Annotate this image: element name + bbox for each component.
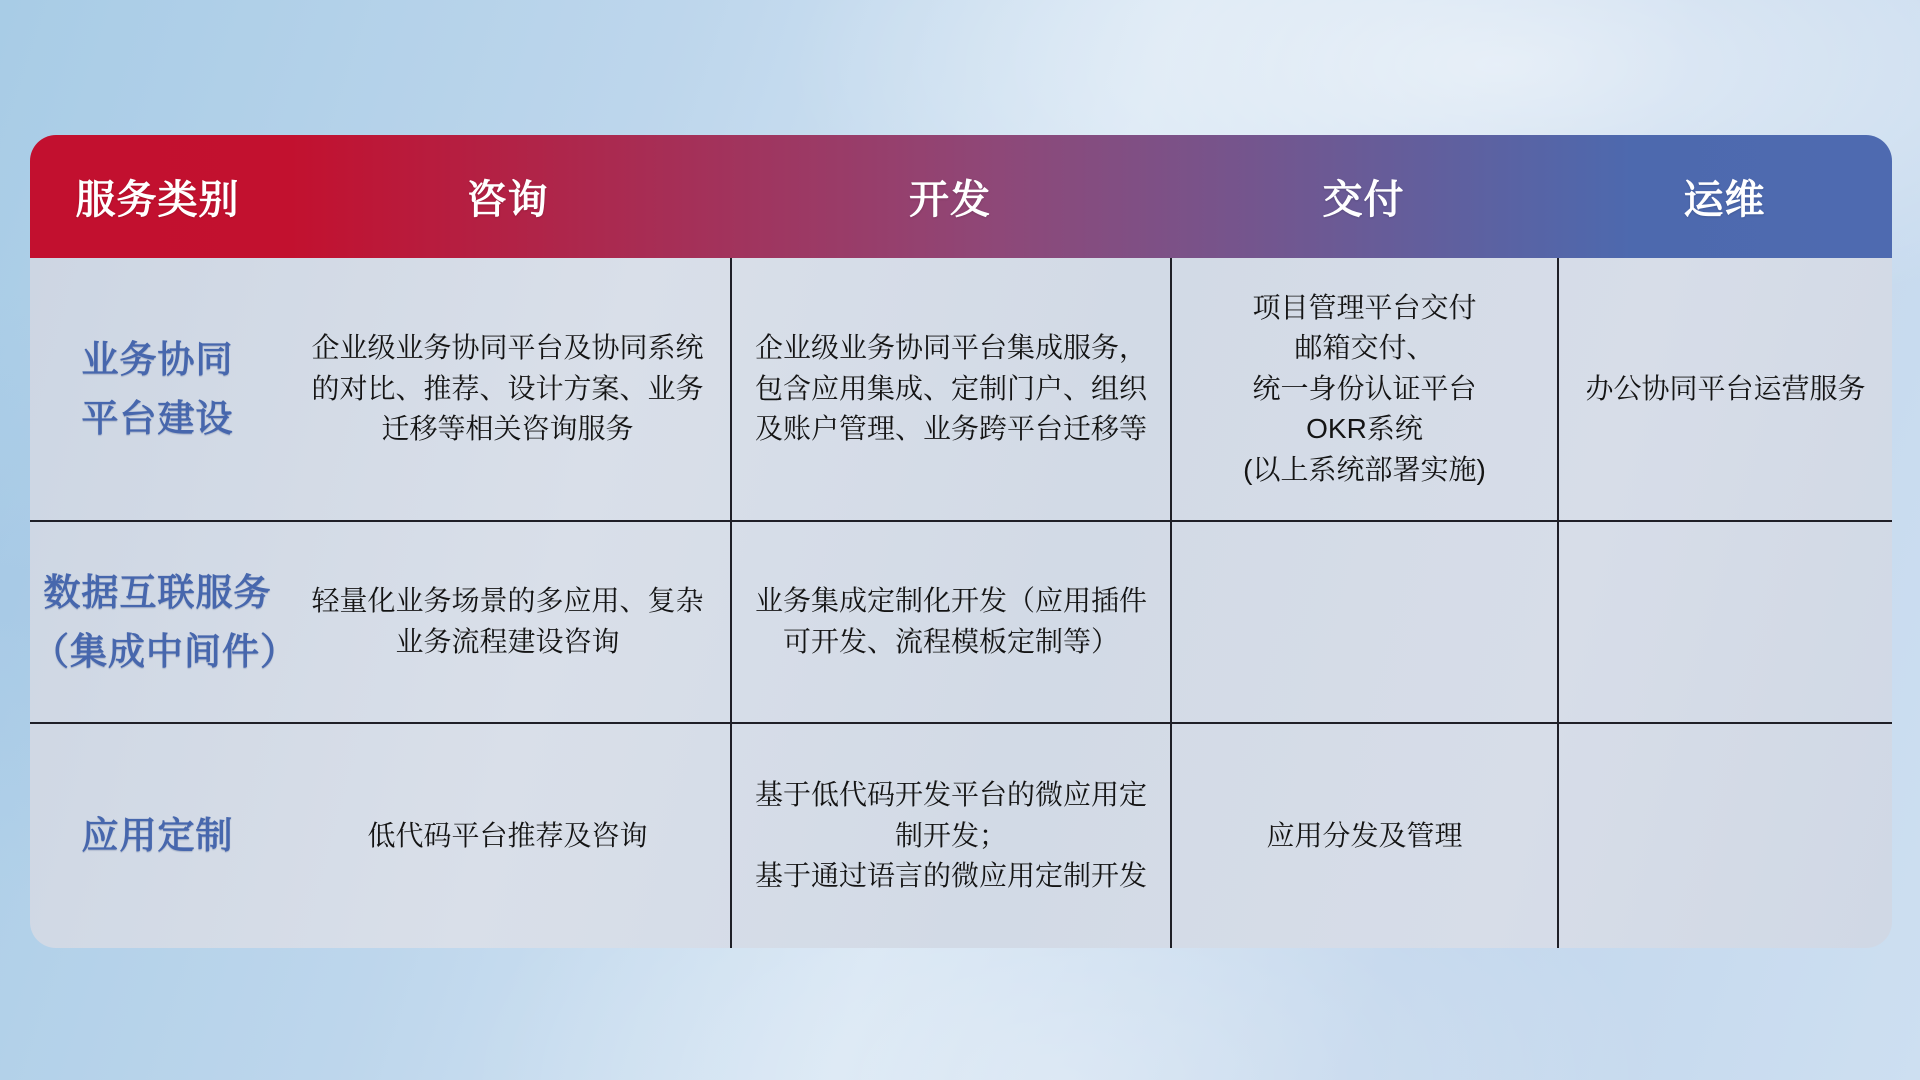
category-cell [30,724,285,948]
table-row-data-interconnection [30,520,1892,722]
category-line: 数据互联服务 [43,571,272,613]
cell-text: 邮箱交付、 [1294,332,1435,364]
header-operations: 运维 [1683,178,1766,222]
category-cell [30,522,298,722]
header-service-category: 服务类别 [75,178,240,222]
consulting-cell [285,724,730,948]
development-cell [730,724,1170,948]
category-line: 应用定制 [81,815,234,857]
header-consulting: 咨询 [466,178,549,222]
consulting-cell [285,258,730,520]
category-cell [30,258,285,520]
development-cell [730,522,1170,722]
header-development: 开发 [909,178,991,222]
cell-text: 应用分发及管理 [1266,819,1463,851]
delivery-cell [1170,258,1557,520]
delivery-cell [1170,724,1557,948]
cell-text: 基于通过语言的微应用定制开发 [754,860,1147,892]
consulting-cell [285,522,730,722]
cell-text: 业务集成定制化开发（应用插件可开发、流程模板定制等） [754,585,1147,657]
services-table [30,135,1892,948]
category-line: 平台建设 [81,398,234,439]
cell-text: 办公协同平台运营服务 [1585,372,1866,404]
cell-text: 企业级业务协同平台集成服务，包含应用集成、定制门户、组织及账户管理、业务跨平台迁移等 [754,332,1147,445]
table-row-app-customization [30,722,1892,948]
cell-text: 项目管理平台交付 [1252,291,1477,323]
delivery-cell-empty [1170,522,1557,722]
table-header-row [30,135,1892,258]
cell-text: 基于低代码开发平台的微应用定制开发； [754,779,1147,851]
development-cell [730,258,1170,520]
operations-cell-empty [1557,522,1892,722]
cell-text: OKR系统 [1306,413,1423,445]
cell-text: (以上系统部署实施) [1243,453,1486,485]
cell-text: 轻量化业务场景的多应用、复杂业务流程建设咨询 [311,585,704,657]
header-delivery: 交付 [1322,178,1405,222]
cell-text: 企业级业务协同平台及协同系统的对比、推荐、设计方案、业务迁移等相关咨询服务 [311,332,704,445]
category-line: 业务协同 [81,338,234,380]
table-body [30,258,1892,948]
cell-text: 统一身份认证平台 [1252,372,1477,404]
category-line: （集成中间件） [32,631,298,672]
cell-text: 低代码平台推荐及咨询 [367,819,648,851]
operations-cell-empty [1557,724,1892,948]
table-row-collaboration-platform [30,258,1892,520]
operations-cell [1557,258,1892,520]
